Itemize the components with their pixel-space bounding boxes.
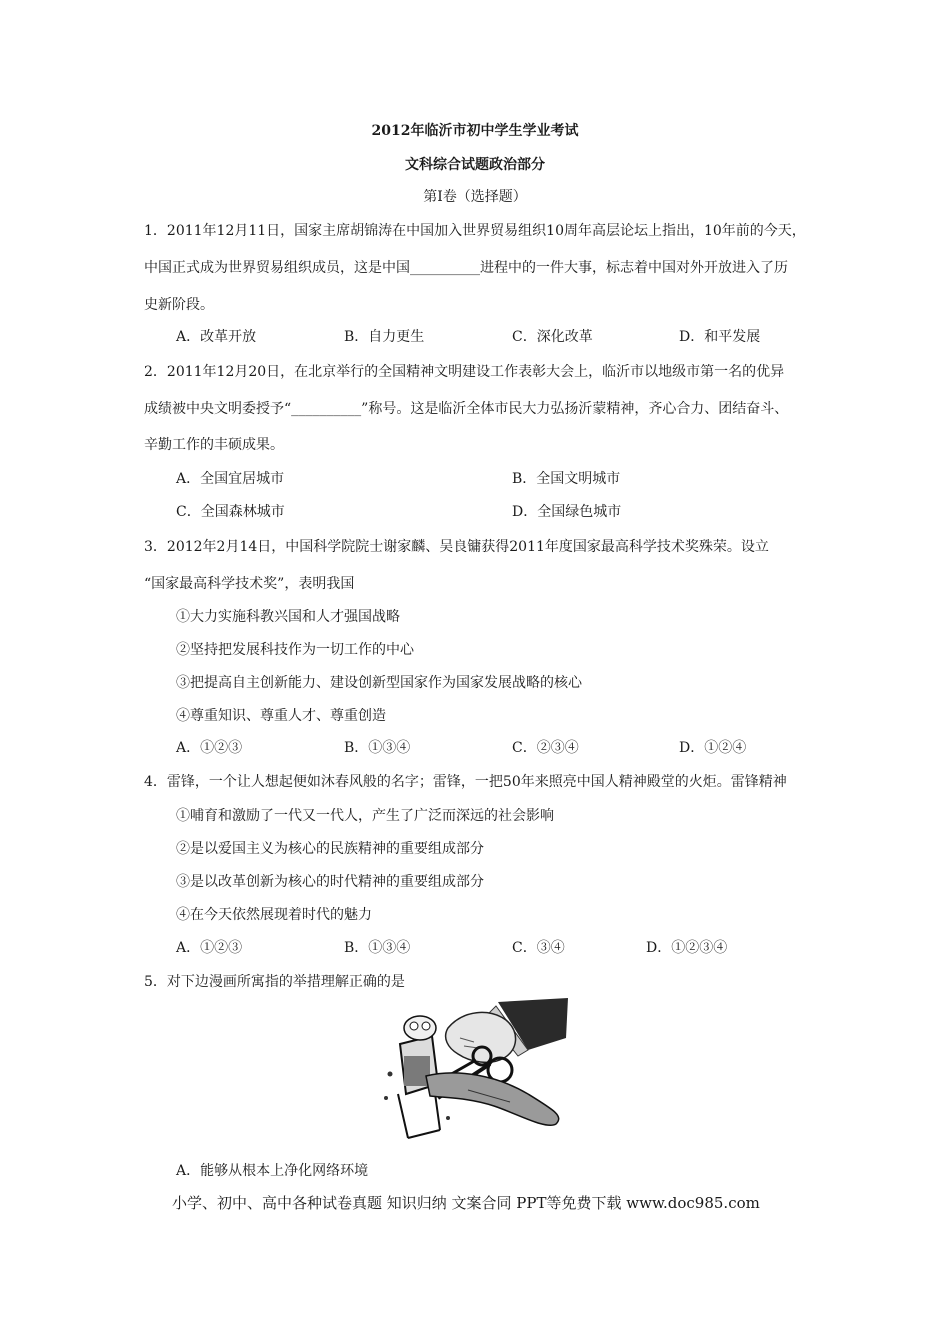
section-heading: 第Ⅰ卷（选择题）	[423, 189, 527, 205]
q4-statement-2: ②是以爱国主义为核心的民族精神的重要组成部分	[176, 841, 484, 857]
q4-statement-1: ①哺育和激励了一代又一代人，产生了广泛而深远的社会影响	[176, 808, 554, 824]
q4-option-a: A．①②③	[176, 940, 243, 956]
q2-option-b: B．全国文明城市	[512, 471, 621, 487]
q3-option-b: B．①③④	[344, 740, 411, 756]
q3-line-2: “国家最高科学技术奖”，表明我国	[144, 576, 355, 592]
exam-title: 2012年临沂市初中学生学业考试	[371, 123, 579, 139]
q3-statement-4: ④尊重知识、尊重人才、尊重创造	[176, 708, 386, 724]
q3-statement-1: ①大力实施科教兴国和人才强国战略	[176, 609, 400, 625]
q4-line-1: 4．雷锋，一个让人想起便如沐春风般的名字；雷锋，一把50年来照亮中国人精神殿堂的火炬。雷锋精神	[144, 774, 787, 790]
q1-option-d: D．和平发展	[679, 329, 761, 345]
q1-line-3: 史新阶段。	[144, 297, 214, 313]
q3-option-a: A．①②③	[176, 740, 243, 756]
q3-line-1: 3．2012年2月14日，中国科学院院士谢家麟、吴良镛获得2011年度国家最高科学技术奖殊荣。设立	[144, 539, 769, 555]
q1-option-b: B．自力更生	[344, 329, 425, 345]
exam-subtitle: 文科综合试题政治部分	[405, 157, 545, 173]
cartoon-illustration	[378, 998, 574, 1146]
q3-statement-3: ③把提高自主创新能力、建设创新型国家作为国家发展战略的核心	[176, 675, 582, 691]
q4-statement-4: ④在今天依然展现着时代的魅力	[176, 907, 372, 923]
footer-banner: 小学、初中、高中各种试卷真题 知识归纳 文案合同 PPT等免费下载 www.doc985.com	[172, 1194, 760, 1212]
q2-line-3: 辛勤工作的丰硕成果。	[144, 437, 284, 453]
q1-line-1: 1．2011年12月11日，国家主席胡锦涛在中国加入世界贸易组织10周年高层论坛上指出，10年前的今天，	[144, 223, 806, 239]
q2-option-d: D．全国绿色城市	[512, 504, 622, 520]
q1-option-c: C．深化改革	[512, 329, 593, 345]
q4-statement-3: ③是以改革创新为核心的时代精神的重要组成部分	[176, 874, 484, 890]
q1-option-a: A．改革开放	[176, 329, 257, 345]
q3-option-d: D．①②④	[679, 740, 747, 756]
q4-option-c: C．③④	[512, 940, 565, 956]
q2-line-2: 成绩被中央文明委授予“__________”称号。这是临沂全体市民大力弘扬沂蒙精神，齐心合力、团结奋斗、	[144, 401, 789, 417]
q2-option-c: C．全国森林城市	[176, 504, 285, 520]
q5-option-a: A．能够从根本上净化网络环境	[176, 1163, 369, 1179]
q4-option-d: D．①②③④	[646, 940, 728, 956]
q2-option-a: A．全国宜居城市	[176, 471, 285, 487]
q3-statement-2: ②坚持把发展科技作为一切工作的中心	[176, 642, 414, 658]
q1-line-2: 中国正式成为世界贸易组织成员，这是中国__________进程中的一件大事，标志着中国对外开放进入了历	[144, 260, 788, 276]
q4-option-b: B．①③④	[344, 940, 411, 956]
q3-option-c: C．②③④	[512, 740, 579, 756]
q5-line-1: 5．对下边漫画所寓指的举措理解正确的是	[144, 974, 405, 990]
q2-line-1: 2．2011年12月20日，在北京举行的全国精神文明建设工作表彰大会上，临沂市以地级市第一名的优异	[144, 364, 785, 380]
